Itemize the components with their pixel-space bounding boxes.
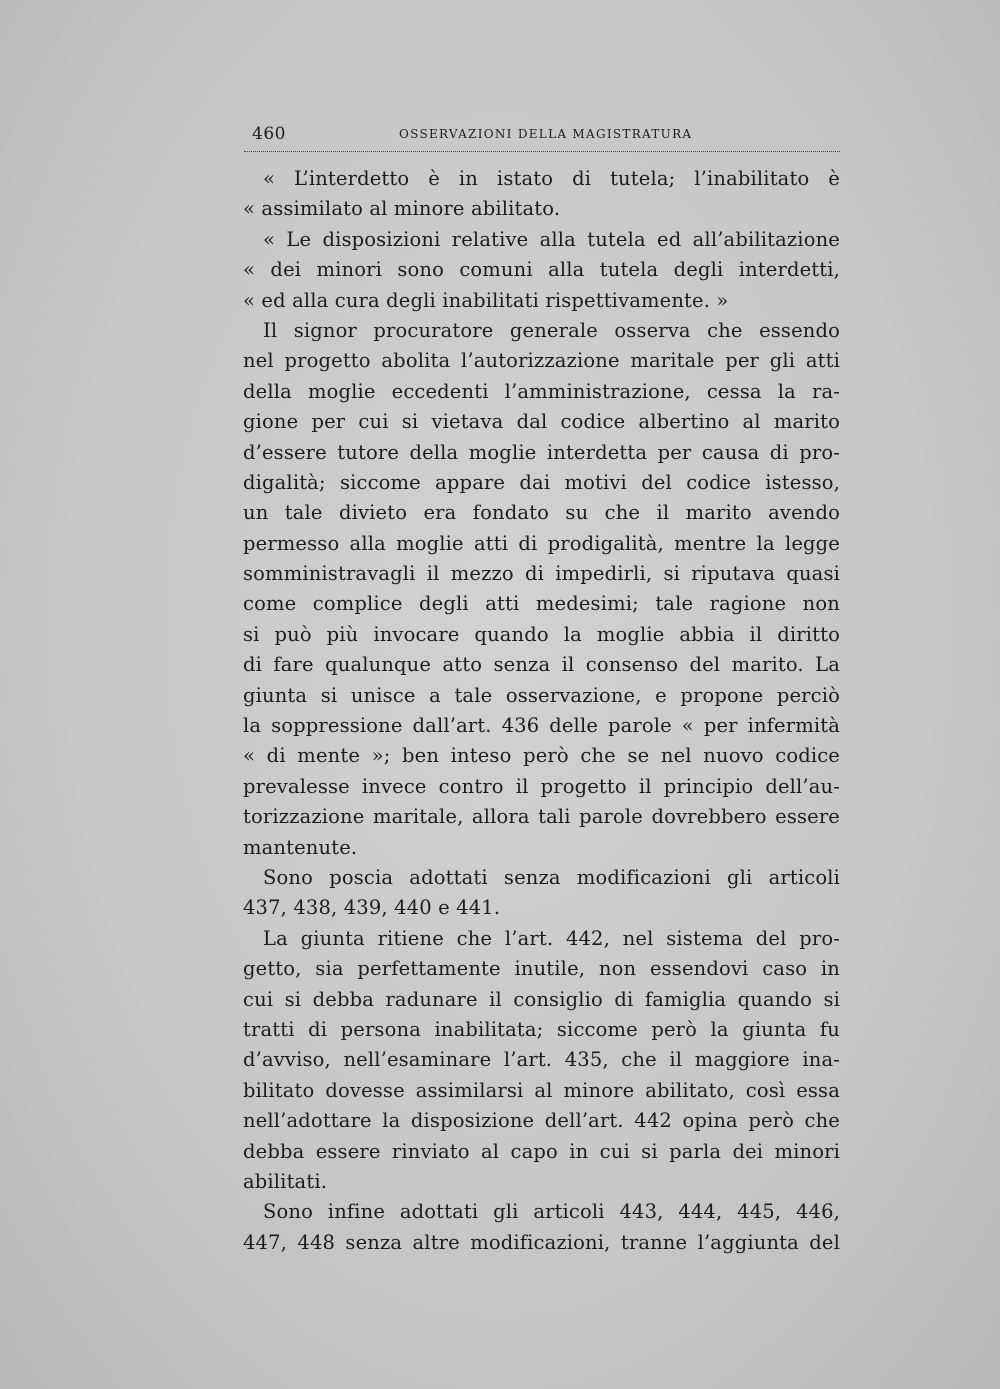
- text-line: nell’adottare la disposizione dell’art. 442 opina però che: [243, 1109, 840, 1133]
- text-line: 437, 438, 439, 440 e 441.: [243, 896, 501, 920]
- page-number: 460: [252, 124, 286, 144]
- text-line: si può più invocare quando la moglie abbia il diritto: [243, 622, 840, 646]
- text-line: come complice degli atti medesimi; tale ragione non: [243, 592, 840, 616]
- text-line: Sono poscia adottati senza modificazioni gli articoli: [263, 865, 840, 889]
- text-line: cui si debba radunare il consiglio di famiglia quando si: [243, 987, 840, 1011]
- text-line: giunta si unisce a tale osservazione, e propone perciò: [243, 683, 840, 707]
- text-line: della moglie eccedenti l’amministrazione, cessa la ra-: [243, 379, 840, 403]
- text-line: Sono infine adottati gli articoli 443, 444, 445, 446,: [263, 1200, 840, 1224]
- text-line: nel progetto abolita l’autorizzazione maritale per gli atti: [243, 349, 840, 373]
- text-line: mantenute.: [243, 835, 358, 859]
- text-line: la soppressione dall’art. 436 delle parole « per infermità: [243, 714, 840, 738]
- text-line: « ed alla cura degli inabilitati rispettivamente. »: [243, 288, 729, 312]
- text-line: digalità; siccome appare dai motivi del codice istesso,: [243, 470, 840, 494]
- text-line: somministravagli il mezzo di impedirli, si riputava quasi: [243, 562, 840, 586]
- text-line: di fare qualunque atto senza il consenso del marito. La: [243, 653, 840, 677]
- page-header: [244, 124, 840, 144]
- running-head: OSSERVAZIONI DELLA MAGISTRATURA: [399, 127, 693, 141]
- text-line: getto, sia perfettamente inutile, non essendovi caso in: [243, 957, 840, 981]
- body-text: [243, 164, 840, 1258]
- text-line: « dei minori sono comuni alla tutela degli interdetti,: [243, 258, 840, 282]
- header-rule: [244, 151, 840, 152]
- text-line: d’essere tutore della moglie interdetta per causa di pro-: [243, 440, 840, 464]
- text-line: La giunta ritiene che l’art. 442, nel sistema del pro-: [263, 926, 840, 950]
- text-line: prevalesse invece contro il progetto il principio dell’au-: [243, 774, 840, 798]
- text-line: permesso alla moglie atti di prodigalità, mentre la legge: [243, 531, 840, 555]
- text-line: « L’interdetto è in istato di tutela; l’inabilitato è: [263, 167, 840, 190]
- text-line: « Le disposizioni relative alla tutela ed all’abilitazione: [263, 227, 840, 251]
- text-line: bilitato dovesse assimilarsi al minore abilitato, così essa: [243, 1078, 840, 1102]
- text-line: « di mente »; ben inteso però che se nel nuovo codice: [243, 744, 840, 768]
- text-line: « assimilato al minore abilitato.: [243, 197, 561, 221]
- text-line: un tale divieto era fondato su che il marito avendo: [243, 501, 840, 525]
- text-line: abilitati.: [243, 1169, 328, 1193]
- text-line: 447, 448 senza altre modificazioni, tranne l’aggiunta del: [243, 1230, 840, 1254]
- text-line: gione per cui si vietava dal codice albertino al marito: [243, 410, 840, 434]
- text-line: debba essere rinviato al capo in cui si parla dei minori: [243, 1139, 840, 1163]
- text-line: tratti di persona inabilitata; siccome però la giunta fu: [243, 1017, 840, 1041]
- text-line: Il signor procuratore generale osserva che essendo: [263, 318, 840, 342]
- text-line: d’avviso, nell’esaminare l’art. 435, che il maggiore ina-: [243, 1048, 840, 1072]
- text-line: torizzazione maritale, allora tali parole dovrebbero essere: [243, 805, 840, 829]
